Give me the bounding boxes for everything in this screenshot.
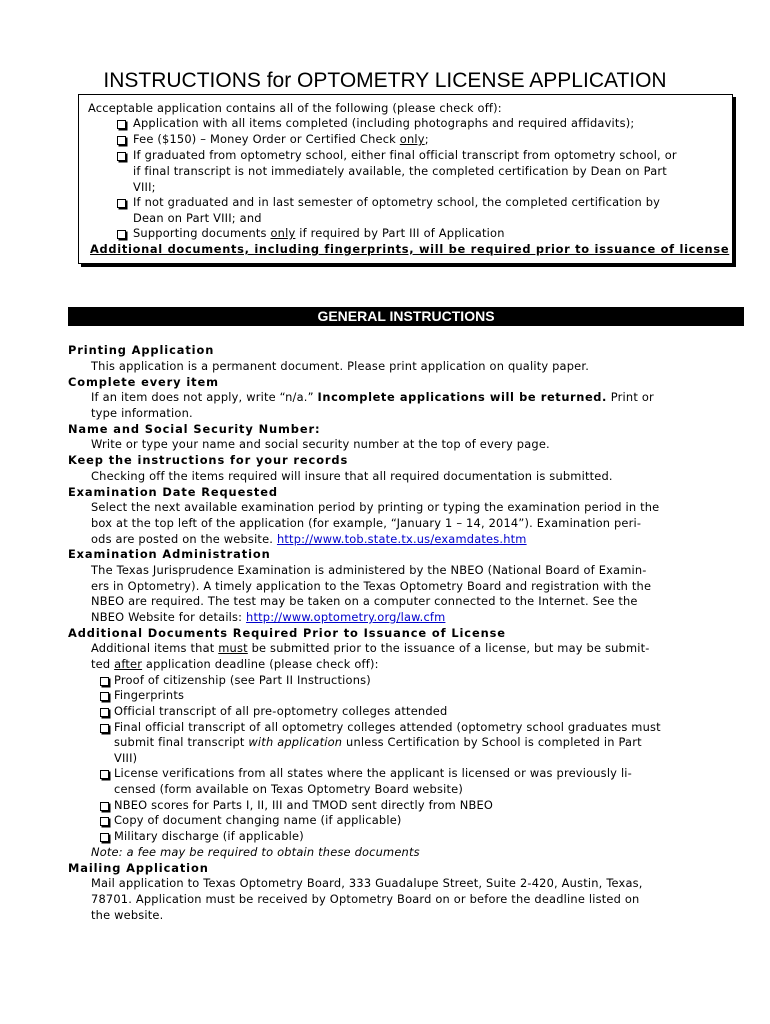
text-exam-admin-line4: NBEO Website for details: http://www.optometry.org/law.cfm xyxy=(91,610,446,624)
checkbox-optometry-transcript[interactable] xyxy=(100,724,109,733)
checkbox-nbeo-scores[interactable] xyxy=(100,802,109,811)
general-instructions-header: GENERAL INSTRUCTIONS xyxy=(68,307,744,326)
checklist-item-transcript-line2: if final transcript is not immediately available, the completed certification by Dean on Part xyxy=(133,164,667,178)
examdates-link[interactable]: http://www.tob.state.tx.us/examdates.htm xyxy=(276,532,527,546)
item-pre-optometry-transcript: Official transcript of all pre-optometry colleges attended xyxy=(114,704,448,718)
heading-mailing-application: Mailing Application xyxy=(68,861,209,875)
item-optometry-transcript-line3: VIII) xyxy=(114,751,138,765)
checklist-box xyxy=(78,94,733,264)
checklist-item-last-semester-line2: Dean on Part VIII; and xyxy=(133,211,262,225)
text-mailing-line1: Mail application to Texas Optometry Board, 333 Guadalupe Street, Suite 2-420, Austin, Texas, xyxy=(91,876,643,890)
checklist-item-transcript-line1: If graduated from optometry school, either final official transcript from optometry school, or xyxy=(133,148,677,162)
text-additional-documents-line2: ted after application deadline (please check off): xyxy=(91,657,379,671)
item-military-discharge: Military discharge (if applicable) xyxy=(114,829,304,843)
text-printing-application: This application is a permanent document. Please print application on quality paper. xyxy=(91,359,590,373)
checklist-item-supporting-documents: Supporting documents only if required by Part III of Application xyxy=(133,226,505,240)
heading-additional-documents: Additional Documents Required Prior to Issuance of License xyxy=(68,626,506,640)
checkbox-military-discharge[interactable] xyxy=(100,833,109,842)
heading-printing-application: Printing Application xyxy=(68,343,215,357)
text-examination-date-line2: box at the top left of the application (for example, “January 1 – 14, 2014”). Examination peri- xyxy=(91,516,642,530)
text-examination-date-line1: Select the next available examination period by printing or typing the examination period in the xyxy=(91,500,660,514)
page-title: INSTRUCTIONS for OPTOMETRY LICENSE APPLICATION xyxy=(103,69,667,92)
checkbox-pre-optometry-transcript[interactable] xyxy=(100,708,109,717)
item-optometry-transcript-line2: submit final transcript with application unless Certification by School is completed in Part xyxy=(114,735,642,749)
item-license-verifications-line1: License verifications from all states where the applicant is licensed or was previously li- xyxy=(114,766,632,780)
text-additional-documents-line1: Additional items that must be submitted prior to the issuance of a license, but may be submit- xyxy=(91,641,650,655)
item-nbeo-scores: NBEO scores for Parts I, II, III and TMOD sent directly from NBEO xyxy=(114,798,494,812)
item-fingerprints: Fingerprints xyxy=(114,688,185,702)
checkbox-fingerprints[interactable] xyxy=(100,692,109,701)
checkbox-transcript[interactable] xyxy=(117,152,126,161)
heading-complete-every-item: Complete every item xyxy=(68,375,219,389)
checklist-intro: Acceptable application contains all of the following (please check off): xyxy=(88,101,502,115)
text-examination-date-line3: ods are posted on the website. http://www.tob.state.tx.us/examdates.htm xyxy=(91,532,527,546)
checkbox-proof-citizenship[interactable] xyxy=(100,677,109,686)
checklist-item-last-semester-line1: If not graduated and in last semester of optometry school, the completed certification by xyxy=(133,195,661,209)
nbeo-law-link[interactable]: http://www.optometry.org/law.cfm xyxy=(246,610,446,624)
text-keep-instructions: Checking off the items required will insure that all required documentation is submitted. xyxy=(91,469,613,483)
checklist-item-application: Application with all items completed (including photographs and required affidavits); xyxy=(133,116,635,130)
checkbox-application[interactable] xyxy=(117,120,126,129)
item-optometry-transcript-line1: Final official transcript of all optometry colleges attended (optometry school graduates must xyxy=(114,720,661,734)
text-complete-every-item-line2: type information. xyxy=(91,406,193,420)
heading-name-ssn: Name and Social Security Number: xyxy=(68,422,321,436)
text-exam-admin-line3: NBEO are required. The test may be taken on a computer connected to the Internet. See the xyxy=(91,594,638,608)
checkbox-name-change[interactable] xyxy=(100,817,109,826)
text-mailing-line3: the website. xyxy=(91,908,164,922)
text-exam-admin-line1: The Texas Jurisprudence Examination is administered by the NBEO (National Board of Examin- xyxy=(91,563,647,577)
item-license-verifications-line2: censed (form available on Texas Optometry Board website) xyxy=(114,782,463,796)
checkbox-license-verifications[interactable] xyxy=(100,770,109,779)
heading-examination-date: Examination Date Requested xyxy=(68,485,278,499)
checklist-item-transcript-line3: VIII; xyxy=(133,180,156,194)
checklist-item-fee: Fee ($150) – Money Order or Certified Check only; xyxy=(133,132,429,146)
text-complete-every-item-line1: If an item does not apply, write “n/a.” Incomplete applications will be returned. Print or xyxy=(91,390,654,404)
item-name-change: Copy of document changing name (if applicable) xyxy=(114,813,402,827)
note-fee: Note: a fee may be required to obtain these documents xyxy=(91,845,420,859)
heading-keep-instructions: Keep the instructions for your records xyxy=(68,453,349,467)
text-mailing-line2: 78701. Application must be received by Optometry Board on or before the deadline listed on xyxy=(91,892,640,906)
checkbox-last-semester[interactable] xyxy=(117,199,126,208)
checkbox-fee[interactable] xyxy=(117,136,126,145)
text-exam-admin-line2: ers in Optometry). A timely application to the Texas Optometry Board and registration with the xyxy=(91,579,652,593)
item-proof-citizenship: Proof of citizenship (see Part II Instructions) xyxy=(114,673,371,687)
text-name-ssn: Write or type your name and social security number at the top of every page. xyxy=(91,437,550,451)
checkbox-supporting-documents[interactable] xyxy=(117,230,126,239)
checklist-footer-note: Additional documents, including fingerprints, will be required prior to issuance of license xyxy=(90,242,730,256)
heading-examination-administration: Examination Administration xyxy=(68,547,271,561)
